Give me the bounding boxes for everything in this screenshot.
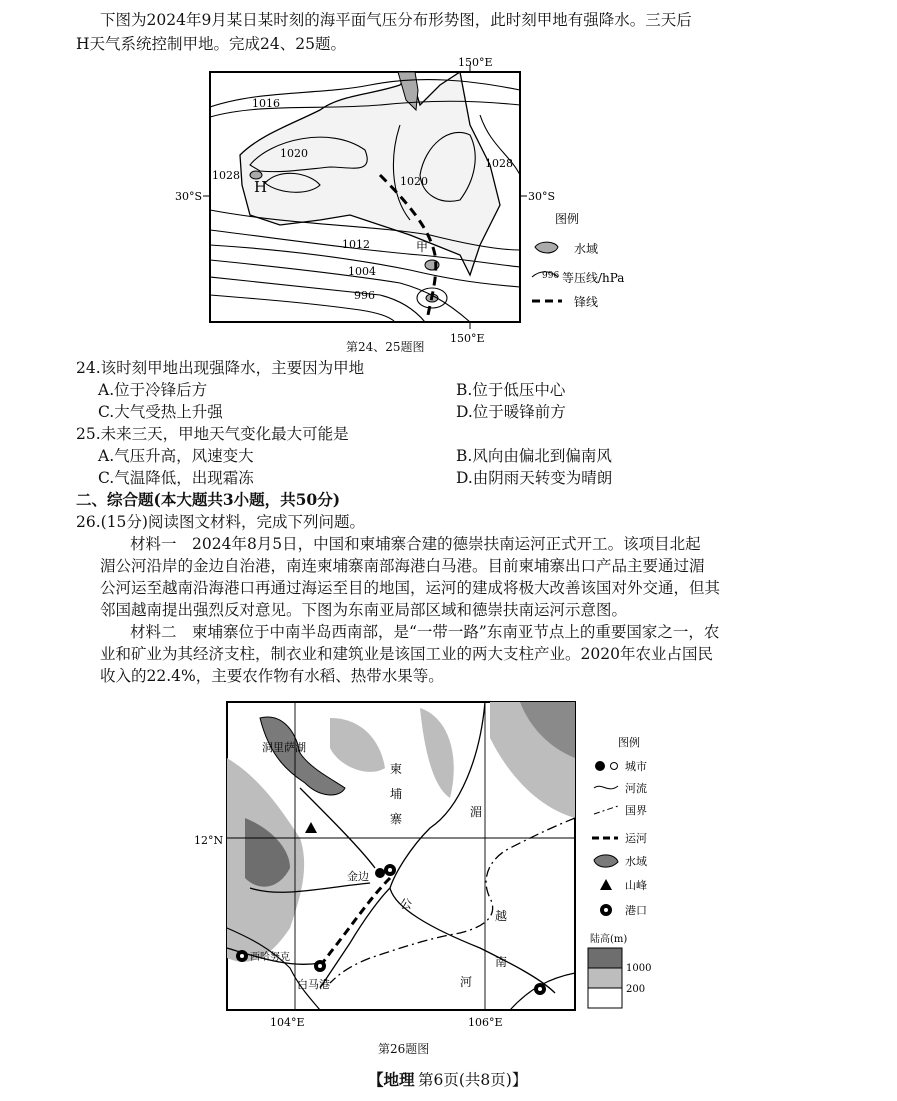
canal-map bbox=[190, 698, 660, 1033]
port-icon bbox=[314, 960, 326, 972]
river-legend-icon bbox=[594, 786, 618, 789]
legend-canal: 运河 bbox=[625, 832, 647, 845]
material1-line-3: 公河运至越南沿海港口再通过海运至目的地国，运河的建成将极大改善该国对外交通，但其 bbox=[100, 579, 721, 597]
lon-label: 104°E bbox=[270, 1016, 305, 1029]
q24-option-a: A.位于冷锋后方 bbox=[98, 381, 208, 399]
peak-legend-icon bbox=[600, 879, 612, 890]
port-icon bbox=[384, 864, 396, 876]
river-label: 河 bbox=[460, 975, 473, 989]
isobar-label: 1012 bbox=[342, 238, 370, 251]
map1-caption: 第24、25题图 bbox=[346, 340, 425, 354]
q24-option-d: D.位于暖锋前方 bbox=[456, 403, 566, 421]
capital-legend-icon bbox=[611, 763, 618, 770]
legend-water: 水域 bbox=[625, 855, 647, 868]
q24-stem: 24.该时刻甲地出现强降水，主要因为甲地 bbox=[76, 359, 365, 377]
city-icon bbox=[375, 868, 385, 878]
port-icon bbox=[534, 983, 546, 995]
isobar-label: 996 bbox=[354, 289, 375, 302]
footer-page: 第6页(共8页)】 bbox=[418, 1071, 528, 1089]
left-lat-label: 30°S bbox=[175, 190, 203, 203]
q25-option-c: C.气温降低，出现霜冻 bbox=[98, 469, 254, 487]
legend-elev-200: 200 bbox=[626, 984, 646, 995]
isobar-label: 1028 bbox=[485, 157, 513, 170]
pressure-map bbox=[170, 55, 650, 355]
isobar-label: 1004 bbox=[348, 265, 376, 278]
q24-option-b: B.位于低压中心 bbox=[456, 381, 566, 399]
top-lon-label: 150°E bbox=[458, 56, 493, 69]
high-pressure-label: H bbox=[254, 178, 268, 196]
legend-city: 城市 bbox=[625, 760, 647, 773]
legend-elev-title: 陆高(m) bbox=[590, 934, 628, 945]
city-legend-icon bbox=[595, 761, 605, 771]
q25-option-b: B.风向由偏北到偏南风 bbox=[456, 447, 612, 465]
intro-line-1: 下图为2024年9月某日某时刻的海平面气压分布形势图，此时刻甲地有强降水。三天后 bbox=[100, 11, 692, 29]
lon-label: 106°E bbox=[468, 1016, 503, 1029]
lake-label: 洞里萨湖 bbox=[262, 741, 306, 754]
legend-title: 图例 bbox=[555, 212, 580, 226]
legend-isobar-value: 996 bbox=[542, 271, 560, 281]
right-lat-label: 30°S bbox=[528, 190, 556, 203]
isobar-label: 1020 bbox=[280, 147, 308, 160]
intro-line-2: H天气系统控制甲地。完成24、25题。 bbox=[76, 35, 346, 53]
country-label: 寨 bbox=[390, 812, 403, 826]
legend-title: 图例 bbox=[618, 736, 640, 749]
country-label: 柬 bbox=[390, 762, 403, 776]
section-title: 二、综合题(本大题共3小题，共50分) bbox=[76, 490, 341, 509]
legend-port: 港口 bbox=[625, 904, 647, 917]
legend-river: 河流 bbox=[625, 782, 647, 795]
jinbian-label: 金边 bbox=[347, 870, 369, 883]
q25-option-a: A.气压升高，风速变大 bbox=[98, 447, 254, 465]
country-label: 埔 bbox=[390, 787, 403, 801]
material1-line-2: 湄公河沿岸的金边自治港，南连柬埔寨南部海港白马港。目前柬埔寨出口产品主要通过湄 bbox=[100, 557, 705, 575]
legend-water: 水域 bbox=[574, 242, 599, 256]
legend-border: 国界 bbox=[625, 804, 647, 817]
material1-line-4: 邻国越南提出强烈反对意见。下图为东南亚局部区域和德崇扶南运河示意图。 bbox=[100, 601, 628, 619]
port-icon bbox=[236, 950, 248, 962]
material2-line-2: 业和矿业为其经济支柱，制衣业和建筑业是该国工业的两大支柱产业。2020年农业占国民 bbox=[100, 645, 713, 663]
country-label: 越 bbox=[495, 909, 508, 923]
material1-line-1: 材料一 2024年8月5日，中国和柬埔寨合建的德崇扶南运河正式开工。该项目北起 bbox=[130, 535, 701, 553]
material2-line-3: 收入的22.4%，主要农作物有水稻、热带水果等。 bbox=[100, 667, 444, 685]
sihanouk-label: 西哈努克 bbox=[250, 952, 290, 963]
lat-label: 12°N bbox=[194, 834, 224, 847]
q25-stem: 25.未来三天，甲地天气变化最大可能是 bbox=[76, 425, 349, 443]
jia-label: 甲 bbox=[416, 240, 429, 254]
q24-option-c: C.大气受热上升强 bbox=[98, 403, 223, 421]
border-legend-icon bbox=[594, 806, 618, 814]
country-label: 南 bbox=[495, 955, 508, 969]
baima-label: 白马港 bbox=[297, 978, 330, 991]
water-legend-icon bbox=[594, 855, 618, 867]
map2-caption: 第26题图 bbox=[378, 1042, 430, 1056]
water-legend-icon bbox=[535, 242, 558, 253]
isobar-label: 1016 bbox=[252, 97, 280, 110]
q25-option-d: D.由阴雨天转变为晴朗 bbox=[456, 469, 613, 487]
bottom-lon-label: 150°E bbox=[450, 332, 485, 345]
q26-stem: 26.(15分)阅读图文材料，完成下列问题。 bbox=[76, 513, 365, 531]
legend-elev-1000: 1000 bbox=[626, 963, 652, 974]
port-legend-icon bbox=[600, 904, 612, 916]
legend-isobar: 等压线/hPa bbox=[562, 271, 625, 285]
footer-subject: 【地理 bbox=[368, 1070, 415, 1089]
isobar-label: 1020 bbox=[400, 175, 428, 188]
legend-front: 锋线 bbox=[574, 295, 599, 309]
river-label: 湄 bbox=[470, 805, 483, 819]
material2-line-1: 材料二 柬埔寨位于中南半岛西南部，是“一带一路”东南亚节点上的重要国家之一，农 bbox=[130, 623, 720, 641]
legend-peak: 山峰 bbox=[625, 879, 647, 892]
river-label: 公 bbox=[400, 897, 413, 911]
isobar-label: 1028 bbox=[212, 169, 240, 182]
